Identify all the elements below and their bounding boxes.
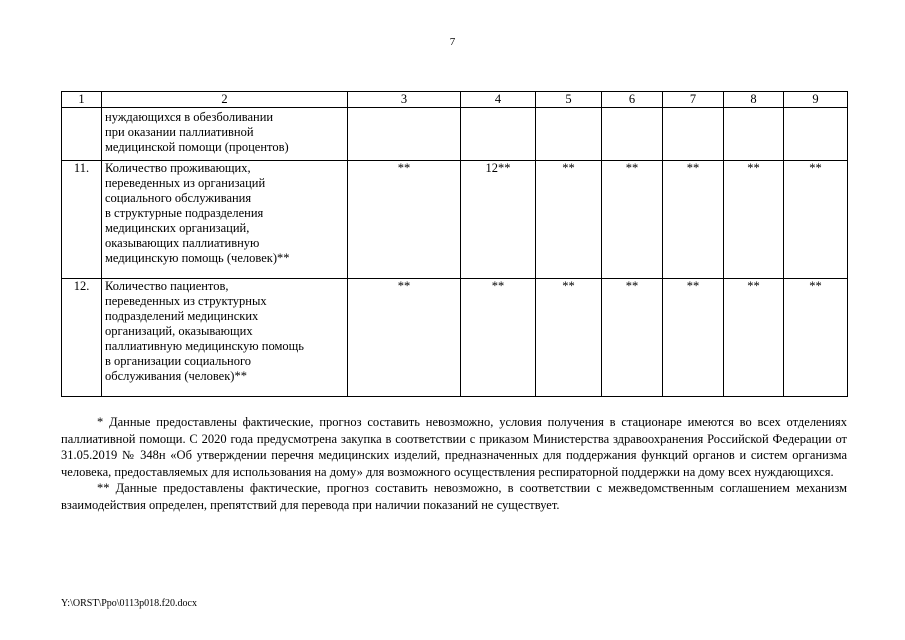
value-cell xyxy=(461,108,536,161)
description-line: медицинскую помощь (человек)** xyxy=(105,251,290,265)
footnotes xyxy=(61,414,847,513)
header-cell: 2 xyxy=(102,92,348,108)
row-description-cell xyxy=(102,279,348,397)
row-number-cell: 12. xyxy=(62,279,102,397)
header-cell: 7 xyxy=(663,92,724,108)
value-cell: ** xyxy=(602,279,663,397)
page-number: 7 xyxy=(449,36,456,48)
footnote-single-asterisk: * Данные предоставлены фактические, прогноз составить невозможно, условия получения в стационаре имеются во всех отделениях паллиативной помощи. С 2020 года предусмотрена закупка в соответствии с приказом Министерства здравоохранения Российской Федерации от 31.05.2019 № 348н «Об утверждении перечня медицинских изделий, предназначенных для поддержания функций органов и систем организма человека, предоставляемых для использования на дому» для возможного осуществления респираторной поддержки на дому всех нуждающихся. xyxy=(61,415,847,479)
description-line: при оказании паллиативной xyxy=(105,125,254,139)
value-cell: 12** xyxy=(461,161,536,279)
value-cell xyxy=(348,108,461,161)
value-cell: ** xyxy=(536,279,602,397)
value-cell xyxy=(663,108,724,161)
value-cell: ** xyxy=(602,161,663,279)
header-cell: 3 xyxy=(348,92,461,108)
description-line: социального обслуживания xyxy=(105,191,252,205)
value-cell xyxy=(536,108,602,161)
header-cell: 4 xyxy=(461,92,536,108)
value-cell: ** xyxy=(724,279,784,397)
header-cell: 9 xyxy=(784,92,848,108)
value-cell: ** xyxy=(663,161,724,279)
header-cell: 1 xyxy=(62,92,102,108)
value-cell: ** xyxy=(536,161,602,279)
value-cell: ** xyxy=(348,279,461,397)
value-cell: ** xyxy=(784,161,848,279)
description-line: организаций, оказывающих xyxy=(105,324,253,338)
description-line: подразделений медицинских xyxy=(105,309,259,323)
value-cell xyxy=(602,108,663,161)
row-description-cell xyxy=(102,161,348,279)
description-line: Количество пациентов, xyxy=(105,279,229,293)
description-line: Количество проживающих, xyxy=(105,161,251,175)
table-row xyxy=(62,279,848,397)
description-line: медицинской помощи (процентов) xyxy=(105,140,289,154)
row-number-cell: 11. xyxy=(62,161,102,279)
description-line: медицинских организаций, xyxy=(105,221,250,235)
value-cell: ** xyxy=(784,279,848,397)
row-number-cell xyxy=(62,108,102,161)
header-cell: 8 xyxy=(724,92,784,108)
description-line: паллиативную медицинскую помощь xyxy=(105,339,304,353)
description-line: в структурные подразделения xyxy=(105,206,264,220)
description-line: переведенных из организаций xyxy=(105,176,266,190)
description-line: оказывающих паллиативную xyxy=(105,236,260,250)
footnote-double-asterisk: ** Данные предоставлены фактические, прогноз составить невозможно, в соответствии с межведомственным соглашением механизм взаимодействия определен, препятствий для перевода при наличии показаний не существует. xyxy=(61,481,847,512)
value-cell xyxy=(784,108,848,161)
description-line: в организации социального xyxy=(105,354,252,368)
value-cell xyxy=(724,108,784,161)
document-file-path: Y:\ORST\Ppo\0113p018.f20.docx xyxy=(61,598,197,609)
value-cell: ** xyxy=(663,279,724,397)
value-cell: ** xyxy=(348,161,461,279)
table-header-row xyxy=(62,92,848,108)
description-line: обслуживания (человек)** xyxy=(105,369,247,383)
value-cell: ** xyxy=(724,161,784,279)
header-cell: 6 xyxy=(602,92,663,108)
header-cell: 5 xyxy=(536,92,602,108)
indicators-table xyxy=(61,91,848,397)
row-description-cell xyxy=(102,108,348,161)
table-row xyxy=(62,161,848,279)
description-line: переведенных из структурных xyxy=(105,294,267,308)
value-cell: ** xyxy=(461,279,536,397)
description-line: нуждающихся в обезболивании xyxy=(105,110,274,124)
table-row xyxy=(62,108,848,161)
